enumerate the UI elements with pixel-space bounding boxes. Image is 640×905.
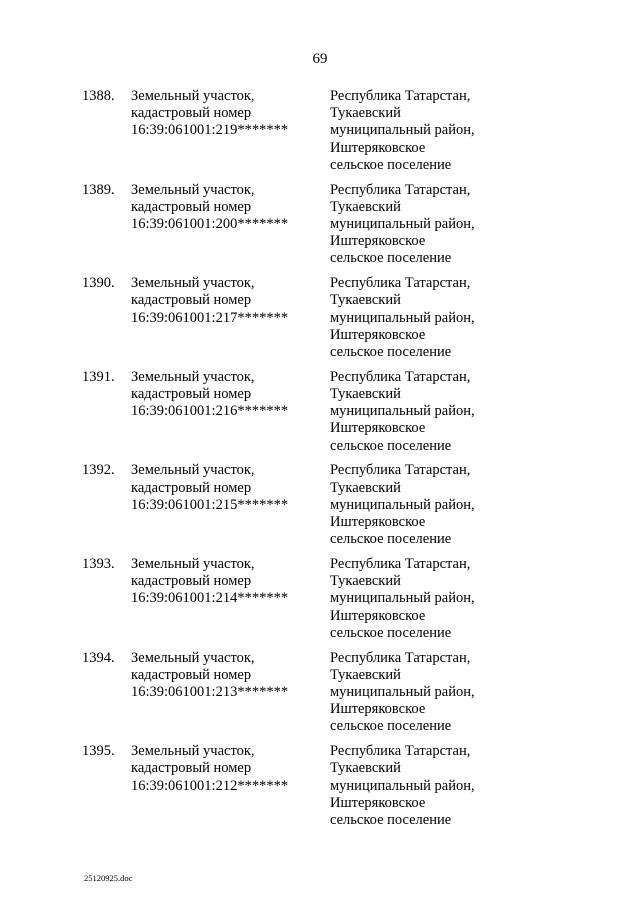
location-line: Республика Татарстан, (330, 555, 471, 572)
location-line: муниципальный район, (330, 216, 475, 232)
location-line: Иштеряковское (330, 701, 426, 718)
location-line: сельское поселение (330, 811, 452, 828)
entry-object (131, 182, 321, 234)
location-line: Республика Татарстан, (330, 368, 471, 385)
location-line: Тукаевский (330, 385, 401, 402)
object-line: кадастровый номер (131, 573, 252, 590)
location-line: Тукаевский (330, 198, 401, 215)
location-line: муниципальный район, (330, 403, 475, 420)
location-line: сельское поселение (330, 156, 452, 173)
entry-number: 1390. (82, 275, 115, 292)
location-line: сельское поселение (330, 624, 452, 641)
object-line: кадастровый номер (131, 666, 252, 683)
location-line: Иштеряковское (330, 233, 426, 250)
entry-object (131, 743, 321, 795)
object-line: кадастровый номер (131, 198, 252, 215)
location-line: Иштеряковское (330, 326, 426, 343)
location-line: сельское поселение (330, 531, 452, 548)
entry-number: 1392. (82, 462, 115, 479)
location-line: сельское поселение (330, 718, 452, 735)
entry-object (131, 275, 321, 327)
location-line: муниципальный район, (330, 496, 475, 513)
location-line: Тукаевский (330, 666, 401, 683)
location-line: Тукаевский (330, 105, 401, 122)
entry-object (131, 556, 321, 608)
list-item (0, 88, 640, 182)
entry-location (330, 556, 590, 642)
list-item (0, 182, 640, 276)
entry-location (330, 462, 590, 548)
location-line: Республика Татарстан, (330, 649, 471, 666)
location-line: Тукаевский (330, 573, 401, 590)
object-line: кадастровый номер (131, 292, 252, 309)
location-line: Республика Татарстан, (330, 88, 471, 104)
footer-file-name: 25120925.doc (84, 873, 133, 883)
object-line: 16:39:061001:212******* (131, 777, 289, 794)
entry-object (131, 462, 321, 514)
list-item (0, 743, 640, 837)
list-item (0, 556, 640, 650)
entry-location (330, 182, 590, 268)
object-line: кадастровый номер (131, 105, 252, 122)
object-line: Земельный участок, (131, 181, 255, 198)
location-line: Республика Татарстан, (330, 462, 471, 479)
object-line: кадастровый номер (131, 479, 252, 496)
location-line: Тукаевский (330, 760, 401, 777)
location-line: муниципальный район, (330, 683, 475, 700)
list-item (0, 275, 640, 369)
entry-number: 1389. (82, 181, 115, 198)
object-line: Земельный участок, (131, 555, 255, 572)
entry-number: 1388. (82, 88, 115, 104)
entry-number: 1394. (82, 649, 115, 666)
object-line: Земельный участок, (131, 462, 255, 479)
object-line: 16:39:061001:216******* (131, 403, 289, 420)
object-line: кадастровый номер (131, 760, 252, 777)
entry-location (330, 743, 590, 829)
location-line: муниципальный район, (330, 777, 475, 794)
entry-number: 1391. (82, 368, 115, 385)
object-line: Земельный участок, (131, 743, 255, 760)
object-line: кадастровый номер (131, 385, 252, 402)
location-line: Иштеряковское (330, 794, 426, 811)
entry-object (131, 650, 321, 702)
location-line: Иштеряковское (330, 420, 426, 437)
object-line: 16:39:061001:215******* (131, 496, 289, 513)
location-line: сельское поселение (330, 437, 452, 454)
object-line: Земельный участок, (131, 649, 255, 666)
entry-object (131, 88, 321, 140)
entry-number: 1395. (82, 743, 115, 760)
list-item (0, 369, 640, 463)
location-line: Тукаевский (330, 292, 401, 309)
location-line: сельское поселение (330, 250, 452, 267)
location-line: Тукаевский (330, 479, 401, 496)
object-line: Земельный участок, (131, 88, 255, 104)
entry-location (330, 369, 590, 455)
entry-location (330, 275, 590, 361)
entry-object (131, 369, 321, 421)
object-line: 16:39:061001:200******* (131, 216, 289, 232)
location-line: сельское поселение (330, 344, 452, 360)
object-line: 16:39:061001:213******* (131, 683, 289, 700)
entry-list (0, 88, 640, 837)
location-line: муниципальный район, (330, 309, 475, 326)
page-number: 69 (312, 51, 328, 67)
object-line: 16:39:061001:217******* (131, 309, 289, 326)
object-line: 16:39:061001:219******* (131, 122, 289, 139)
object-line: Земельный участок, (131, 275, 255, 292)
location-line: Иштеряковское (330, 139, 426, 156)
location-line: муниципальный район, (330, 122, 475, 139)
entry-location (330, 650, 590, 736)
entry-location (330, 88, 590, 174)
location-line: Иштеряковское (330, 513, 426, 530)
location-line: Иштеряковское (330, 607, 426, 624)
entry-number: 1393. (82, 555, 115, 572)
list-item (0, 650, 640, 744)
list-item (0, 462, 640, 556)
location-line: Республика Татарстан, (330, 743, 471, 760)
location-line: Республика Татарстан, (330, 275, 471, 292)
object-line: 16:39:061001:214******* (131, 590, 289, 607)
object-line: Земельный участок, (131, 368, 255, 385)
location-line: Республика Татарстан, (330, 181, 471, 198)
location-line: муниципальный район, (330, 590, 475, 607)
